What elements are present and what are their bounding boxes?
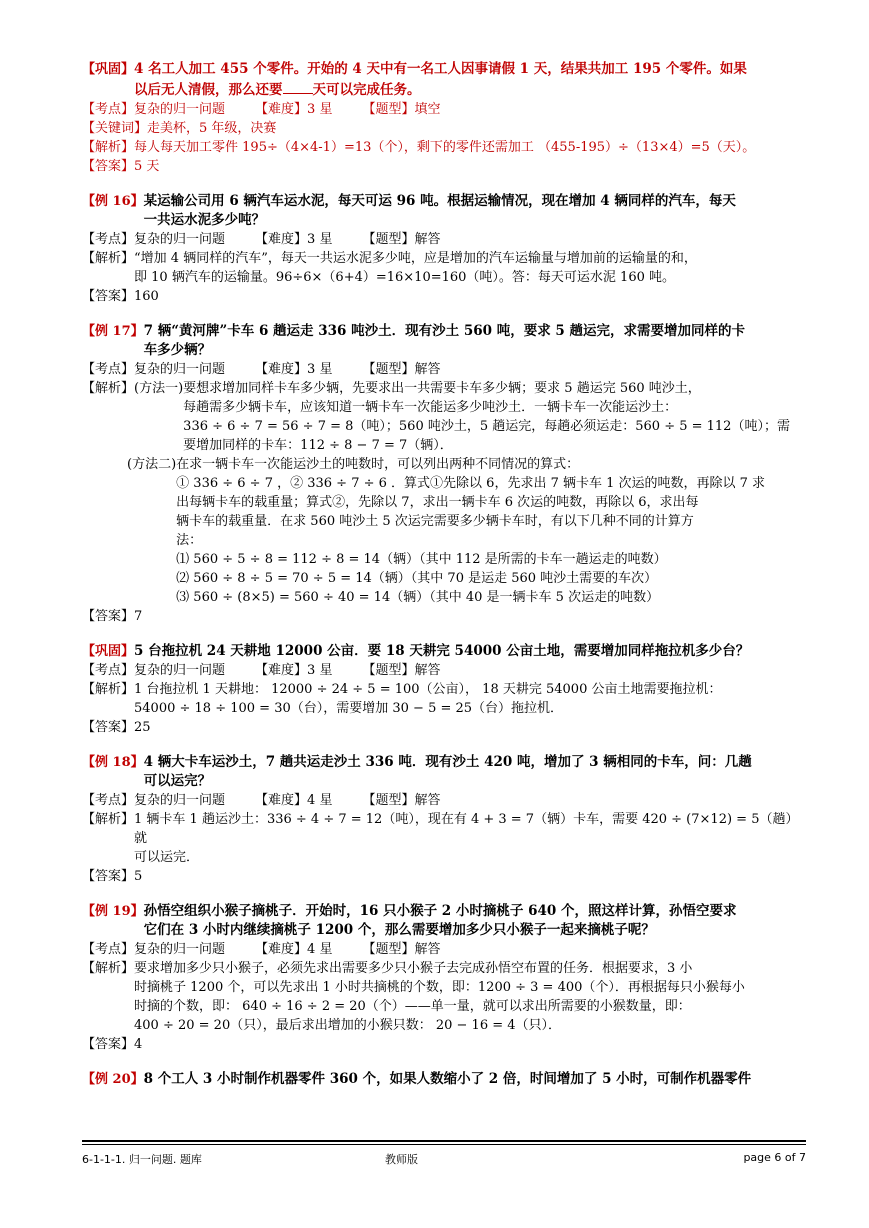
answer-row: 【答案】 25 xyxy=(82,720,151,735)
footer-rule-thin xyxy=(82,1144,806,1145)
answer-row: 【答案】 5 xyxy=(82,869,143,884)
problem-tag: 【例 18】 xyxy=(82,755,144,770)
meta-row: 【考点】 复杂的归一问题 【难度】 4 星 【题型】 解答 xyxy=(82,942,441,957)
answer-blank xyxy=(283,79,313,94)
footer-doc-id: 6-1-1-1. 归一问题. 题库 xyxy=(82,1153,202,1166)
analysis-row: 【解析】 要求增加多少只小猴子，必须先求出需要多少只小猴子去完成孙悟空布置的任务．根据要求，3 小 时摘桃子 1200 个，可以先求出 1 小时共摘桃的个数，即：1200 ÷ 3 = 400（个）．再根据每只小猴每小 时摘的个数，即： 640 ÷ 16 ÷ 2 = 20（个）——单一量，就可以求出所需要的小猴数量，即： 400 ÷ 20 = 20（只），最后求出增加的小猴只数： 20 − 16 = 4（只）． xyxy=(82,961,745,1033)
footer-rule-thick xyxy=(82,1140,806,1142)
problem-example-16 xyxy=(82,192,806,306)
analysis-row: 【解析】 “增加 4 辆同样的汽车”，每天一共运水泥多少吨，应是增加的汽车运输量与增加前的运输量的和， 即 10 辆汽车的运输量。96÷6×（6+4）=16×10=160（吨）。答：每天可运水泥 160 吨。 xyxy=(82,251,697,285)
problem-example-18 xyxy=(82,753,806,886)
question-text: 4 辆大卡车运沙土，7 趟共运走沙土 336 吨．现有沙土 420 吨，增加了 3 辆相同的卡车，问：几趟 可以运完？ xyxy=(143,754,752,789)
meta-row: 【考点】 复杂的归一问题 【难度】 4 星 【题型】 解答 xyxy=(82,793,441,808)
meta-row: 【考点】 复杂的归一问题 【难度】 3 星 【题型】 解答 xyxy=(82,663,441,678)
meta-row: 【考点】 复杂的归一问题 【难度】 3 星 【题型】 解答 xyxy=(82,232,441,247)
problem-tag: 【例 20】 xyxy=(82,1072,144,1087)
problem-tag: 【巩固】 xyxy=(82,644,135,659)
meta-row: 【考点】 复杂的归一问题 【难度】 3 星 【题型】 填空 xyxy=(82,102,441,117)
page-footer xyxy=(82,1140,806,1167)
answer-row: 【答案】 4 xyxy=(82,1037,143,1052)
problem-consolidate-1 xyxy=(82,60,806,176)
question-text: 孙悟空组织小猴子摘桃子．开始时，16 只小猴子 2 小时摘桃子 640 个，照这样计算，孙悟空要求 它们在 3 小时内继续摘桃子 1200 个，那么需要增加多少只小猴子一起来摘桃子呢？ xyxy=(143,903,737,938)
footer-edition: 教师版 xyxy=(385,1153,418,1166)
problem-tag: 【例 16】 xyxy=(82,194,144,209)
problem-example-20 xyxy=(82,1070,806,1089)
question-text: 7 辆“黄河牌”卡车 6 趟运走 336 吨沙土．现有沙土 560 吨，要求 5 趟运完，求需要增加同样的卡 车多少辆？ xyxy=(143,323,745,358)
analysis-row: 【解析】 1 辆卡车 1 趟运沙土：336 ÷ 4 ÷ 7 = 12（吨），现在有 4 + 3 = 7（辆）卡车，需要 420 ÷ (7×12) = 5（趟）就 可以运完． xyxy=(82,812,799,865)
analysis-row: 【解析】 (方法一) 要想求增加同样卡车多少辆，先要求出一共需要卡车多少辆；要求 5 趟运完 560 吨沙土， 每趟需多少辆卡车，应该知道一辆卡车一次能运多少吨沙土．一辆卡车一次能运沙土： 336 ÷ 6 ÷ 7 = 56 ÷ 7 = 8（吨）；560 吨沙土，5 趟运完，每趟必须运走：560 ÷ 5 = 112（吨）；需 要增加同样的卡车：112 ÷ 8 − 7 = 7（辆）． xyxy=(82,379,806,455)
document-page xyxy=(82,60,806,1105)
problem-consolidate-2 xyxy=(82,642,806,737)
keywords-row: 【关键词】 走美杯，5 年级，决赛 xyxy=(82,121,277,136)
answer-row: 【答案】 7 xyxy=(82,609,143,624)
method-one: (方法一) 要想求增加同样卡车多少辆，先要求出一共需要卡车多少辆；要求 5 趟运完 560 吨沙土， 每趟需多少辆卡车，应该知道一辆卡车一次能运多少吨沙土．一辆卡车一次能运沙土： 336 ÷ 6 ÷ 7 = 56 ÷ 7 = 8（吨）；560 吨沙土，5 趟运完，每趟必须运走：560 ÷ 5 = 112（吨）；需 要增加同样的卡车：112 ÷ 8 − 7 = 7（辆）． xyxy=(134,381,790,453)
answer-row: 【答案】 5 天 xyxy=(82,159,160,174)
problem-tag: 【例 17】 xyxy=(82,324,144,339)
problem-tag: 【巩固】 xyxy=(82,62,135,77)
analysis-row: 【解析】 1 台拖拉机 1 天耕地： 12000 ÷ 24 ÷ 5 = 100（公亩）， 18 天耕完 54000 公亩土地需要拖拉机： 54000 ÷ 18 ÷ 100 = 30（台），需要增加 30 − 5 = 25（台）拖拉机． xyxy=(82,682,722,716)
problem-tag: 【例 19】 xyxy=(82,904,144,919)
answer-row: 【答案】 160 xyxy=(82,289,159,304)
problem-example-19 xyxy=(82,902,806,1054)
question-text: 某运输公司用 6 辆汽车运水泥，每天可运 96 吨。根据运输情况，现在增加 4 辆同样的汽车，每天 一共运水泥多少吨？ xyxy=(143,193,736,228)
question-text: 8 个工人 3 小时制作机器零件 360 个，如果人数缩小了 2 倍，时间增加了 5 小时，可制作机器零件 xyxy=(143,1071,752,1087)
question-text: 5 台拖拉机 24 天耕地 12000 公亩．要 18 天耕完 54000 公亩土地，需要增加同样拖拉机多少台？ xyxy=(134,643,750,659)
method-two: (方法二) 在求一辆卡车一次能运沙土的吨数时，可以列出两种不同情况的算式： ① 336 ÷ 6 ÷ 7 ，② 336 ÷ 7 ÷ 6 ．算式①先除以 6，先求出 7 辆卡车 1 次运的吨数，再除以 7 求 出每辆卡车的载重量；算式②，先除以 7，求出一辆卡车 6 次运的吨数，再除以 6，求出每 辆卡车的载重量．在求 560 吨沙土 5 次运完需要多少辆卡车时，有以下几种不同的计算方 法： ⑴ 560 ÷ 5 ÷ 8 = 112 ÷ 8 = 14（辆）（其中 112 是所需的卡车一趟运走的吨数） ⑵ 560 ÷ 8 ÷ 5 = 70 ÷ 5 = 14（辆）（其中 70 是运走 560 吨沙土需要的车次） ⑶ 560 ÷ (8×5) = 560 ÷ 40 = 14（辆）（其中 40 是一辆卡车 5 次运走的吨数） xyxy=(127,457,766,605)
footer-page-number: page 6 of 7 xyxy=(743,1151,806,1164)
analysis-row: 【解析】 每人每天加工零件 195÷（4×4-1）=13（个），剩下的零件还需加工 （455-195）÷（13×4）=5（天）。 xyxy=(82,140,756,155)
meta-row: 【考点】 复杂的归一问题 【难度】 3 星 【题型】 解答 xyxy=(82,362,441,377)
question-text: 4 名工人加工 455 个零件。开始的 4 天中有一名工人因事请假 1 天，结果共加工 195 个零件。如果 以后无人清假，那么还要 天可以完成任务。 xyxy=(134,61,747,98)
problem-example-17 xyxy=(82,322,806,626)
